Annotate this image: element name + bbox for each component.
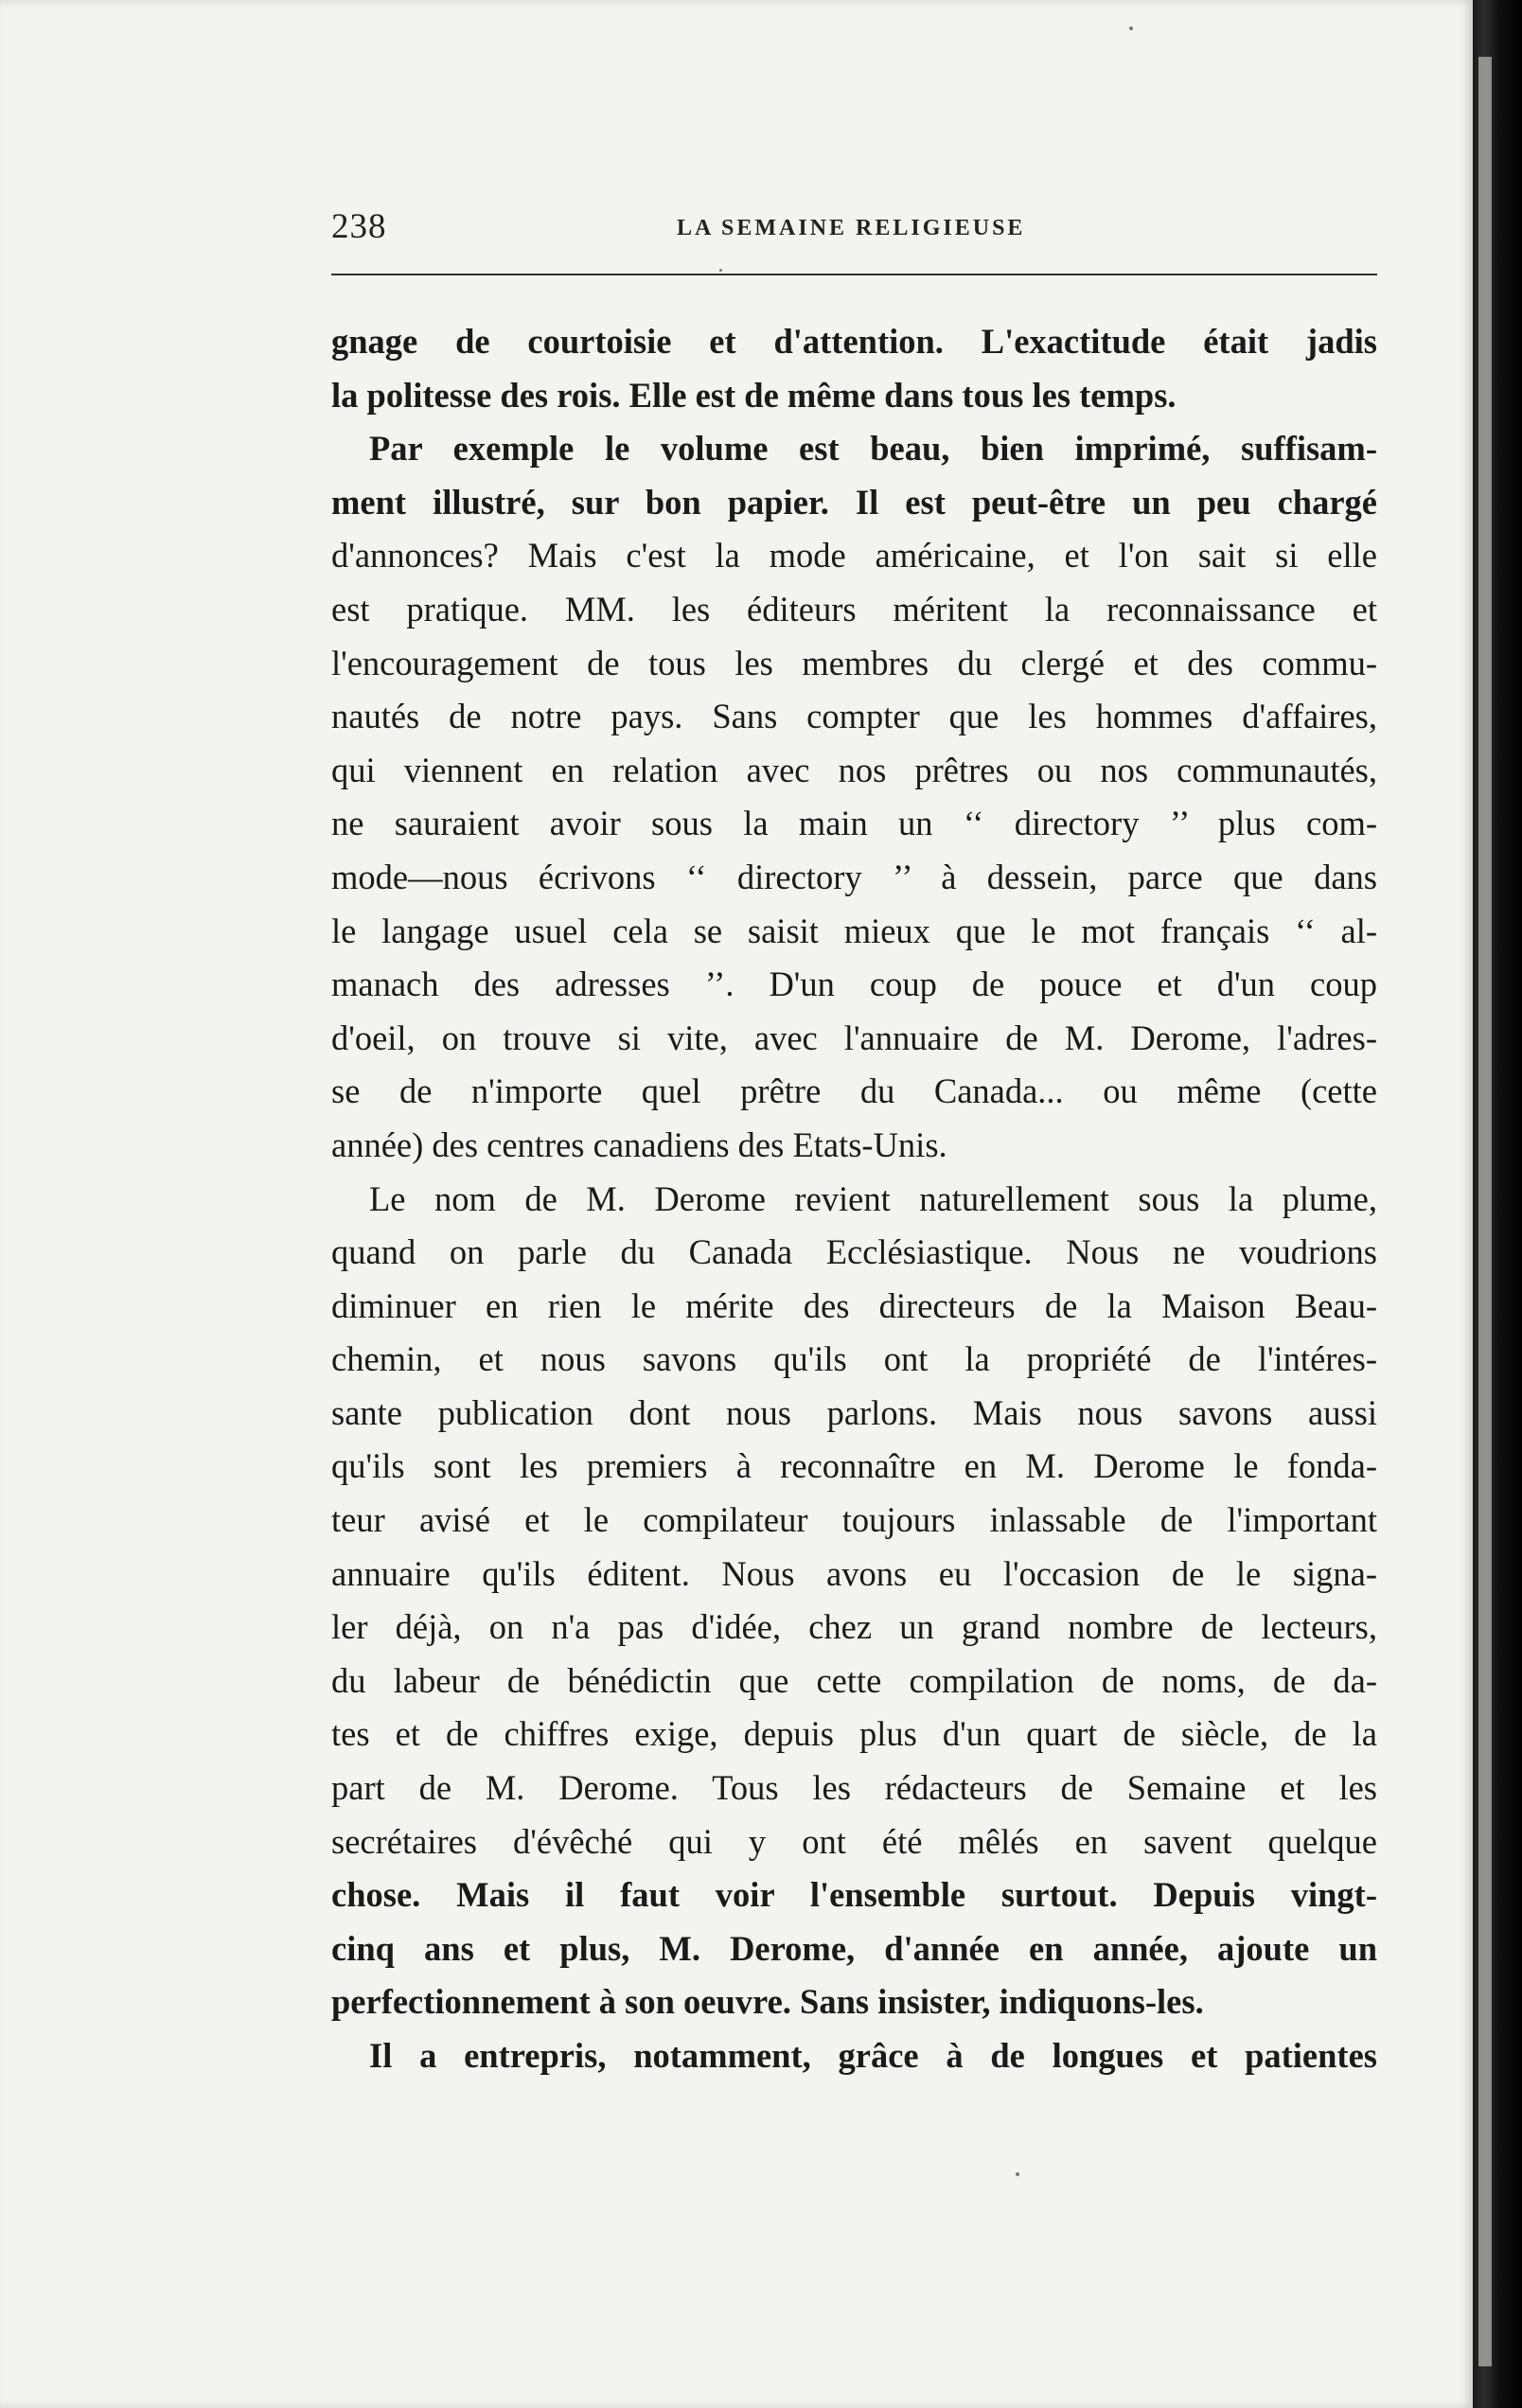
text-line: année) des centres canadiens des Etats-Unis. <box>331 1124 947 1164</box>
text-line: chose. Mais il faut voir l'ensemble surtout. Depuis vingt- <box>331 1875 1377 1915</box>
text-line: ment illustré, sur bon papier. Il est peut-être un peu chargé <box>331 482 1377 522</box>
page-number: 238 <box>331 207 387 246</box>
text-line: ne sauraient avoir sous la main un ‘‘ directory ’’ plus com- <box>331 804 1377 843</box>
text-line: secrétaires d'évêché qui y ont été mêlés en savent quelque <box>331 1821 1377 1861</box>
text-line: tes et de chiffres exige, depuis plus d'un quart de siècle, de la <box>331 1714 1377 1754</box>
text-line: sante publication dont nous parlons. Mais nous savons aussi <box>331 1392 1377 1432</box>
text-line: ler déjà, on n'a pas d'idée, chez un grand nombre de lecteurs, <box>331 1607 1377 1647</box>
text-line: est pratique. MM. les éditeurs méritent la reconnaissance et <box>331 589 1377 629</box>
text-line: chemin, et nous savons qu'ils ont la propriété de l'intéres- <box>331 1339 1377 1379</box>
body-text <box>331 315 1377 2083</box>
text-line: mode—nous écrivons ‘‘ directory ’’ à dessein, parce que dans <box>331 857 1377 896</box>
scan-speck <box>1016 2172 1019 2176</box>
text-line: teur avisé et le compilateur toujours inlassable de l'important <box>331 1500 1377 1540</box>
text-line: cinq ans et plus, M. Derome, d'année en année, ajoute un <box>331 1928 1377 1968</box>
scan-speck <box>1129 27 1133 30</box>
text-line: nautés de notre pays. Sans compter que les hommes d'affaires, <box>331 697 1377 736</box>
text-line: Le nom de M. Derome revient naturellement sous la plume, <box>369 1178 1377 1218</box>
text-line: le langage usuel cela se saisit mieux que le mot français ‘‘ al- <box>331 911 1377 950</box>
scan-speck <box>719 269 722 272</box>
header-rule <box>331 274 1377 275</box>
text-line: annuaire qu'ils éditent. Nous avons eu l'occasion de le signa- <box>331 1553 1377 1593</box>
text-line: qu'ils sont les premiers à reconnaître en M. Derome le fonda- <box>331 1446 1377 1486</box>
page-header <box>331 199 1377 259</box>
running-head: LA SEMAINE RELIGIEUSE <box>677 216 1026 240</box>
text-line: gnage de courtoisie et d'attention. L'exactitude était jadis <box>331 322 1377 361</box>
text-line: part de M. Derome. Tous les rédacteurs de Semaine et les <box>331 1768 1377 1808</box>
text-line: Il a entrepris, notamment, grâce à de longues et patientes <box>369 2036 1377 2075</box>
text-line: perfectionnement à son oeuvre. Sans insister, indiquons-les. <box>331 1982 1204 2022</box>
text-line: d'annonces? Mais c'est la mode américaine, et l'on sait si elle <box>331 536 1377 575</box>
text-line: l'encouragement de tous les membres du clergé et des commu- <box>331 643 1377 682</box>
text-line: diminuer en rien le mérite des directeurs de la Maison Beau- <box>331 1285 1377 1325</box>
text-line: du labeur de bénédictin que cette compilation de noms, de da- <box>331 1660 1377 1700</box>
adjacent-page-strip <box>1478 57 1492 2366</box>
text-line: se de n'importe quel prêtre du Canada... ou même (cette <box>331 1071 1377 1111</box>
text-line: manach des adresses ’’. D'un coup de pouce et d'un coup <box>331 965 1377 1004</box>
text-line: la politesse des rois. Elle est de même dans tous les temps. <box>331 375 1177 415</box>
text-line: d'oeil, on trouve si vite, avec l'annuaire de M. Derome, l'adres- <box>331 1018 1377 1057</box>
text-line: quand on parle du Canada Ecclésiastique. Nous ne voudrions <box>331 1232 1377 1272</box>
text-line: qui viennent en relation avec nos prêtres ou nos communautés, <box>331 750 1377 789</box>
text-line: Par exemple le volume est beau, bien imprimé, suffisam- <box>369 429 1377 469</box>
